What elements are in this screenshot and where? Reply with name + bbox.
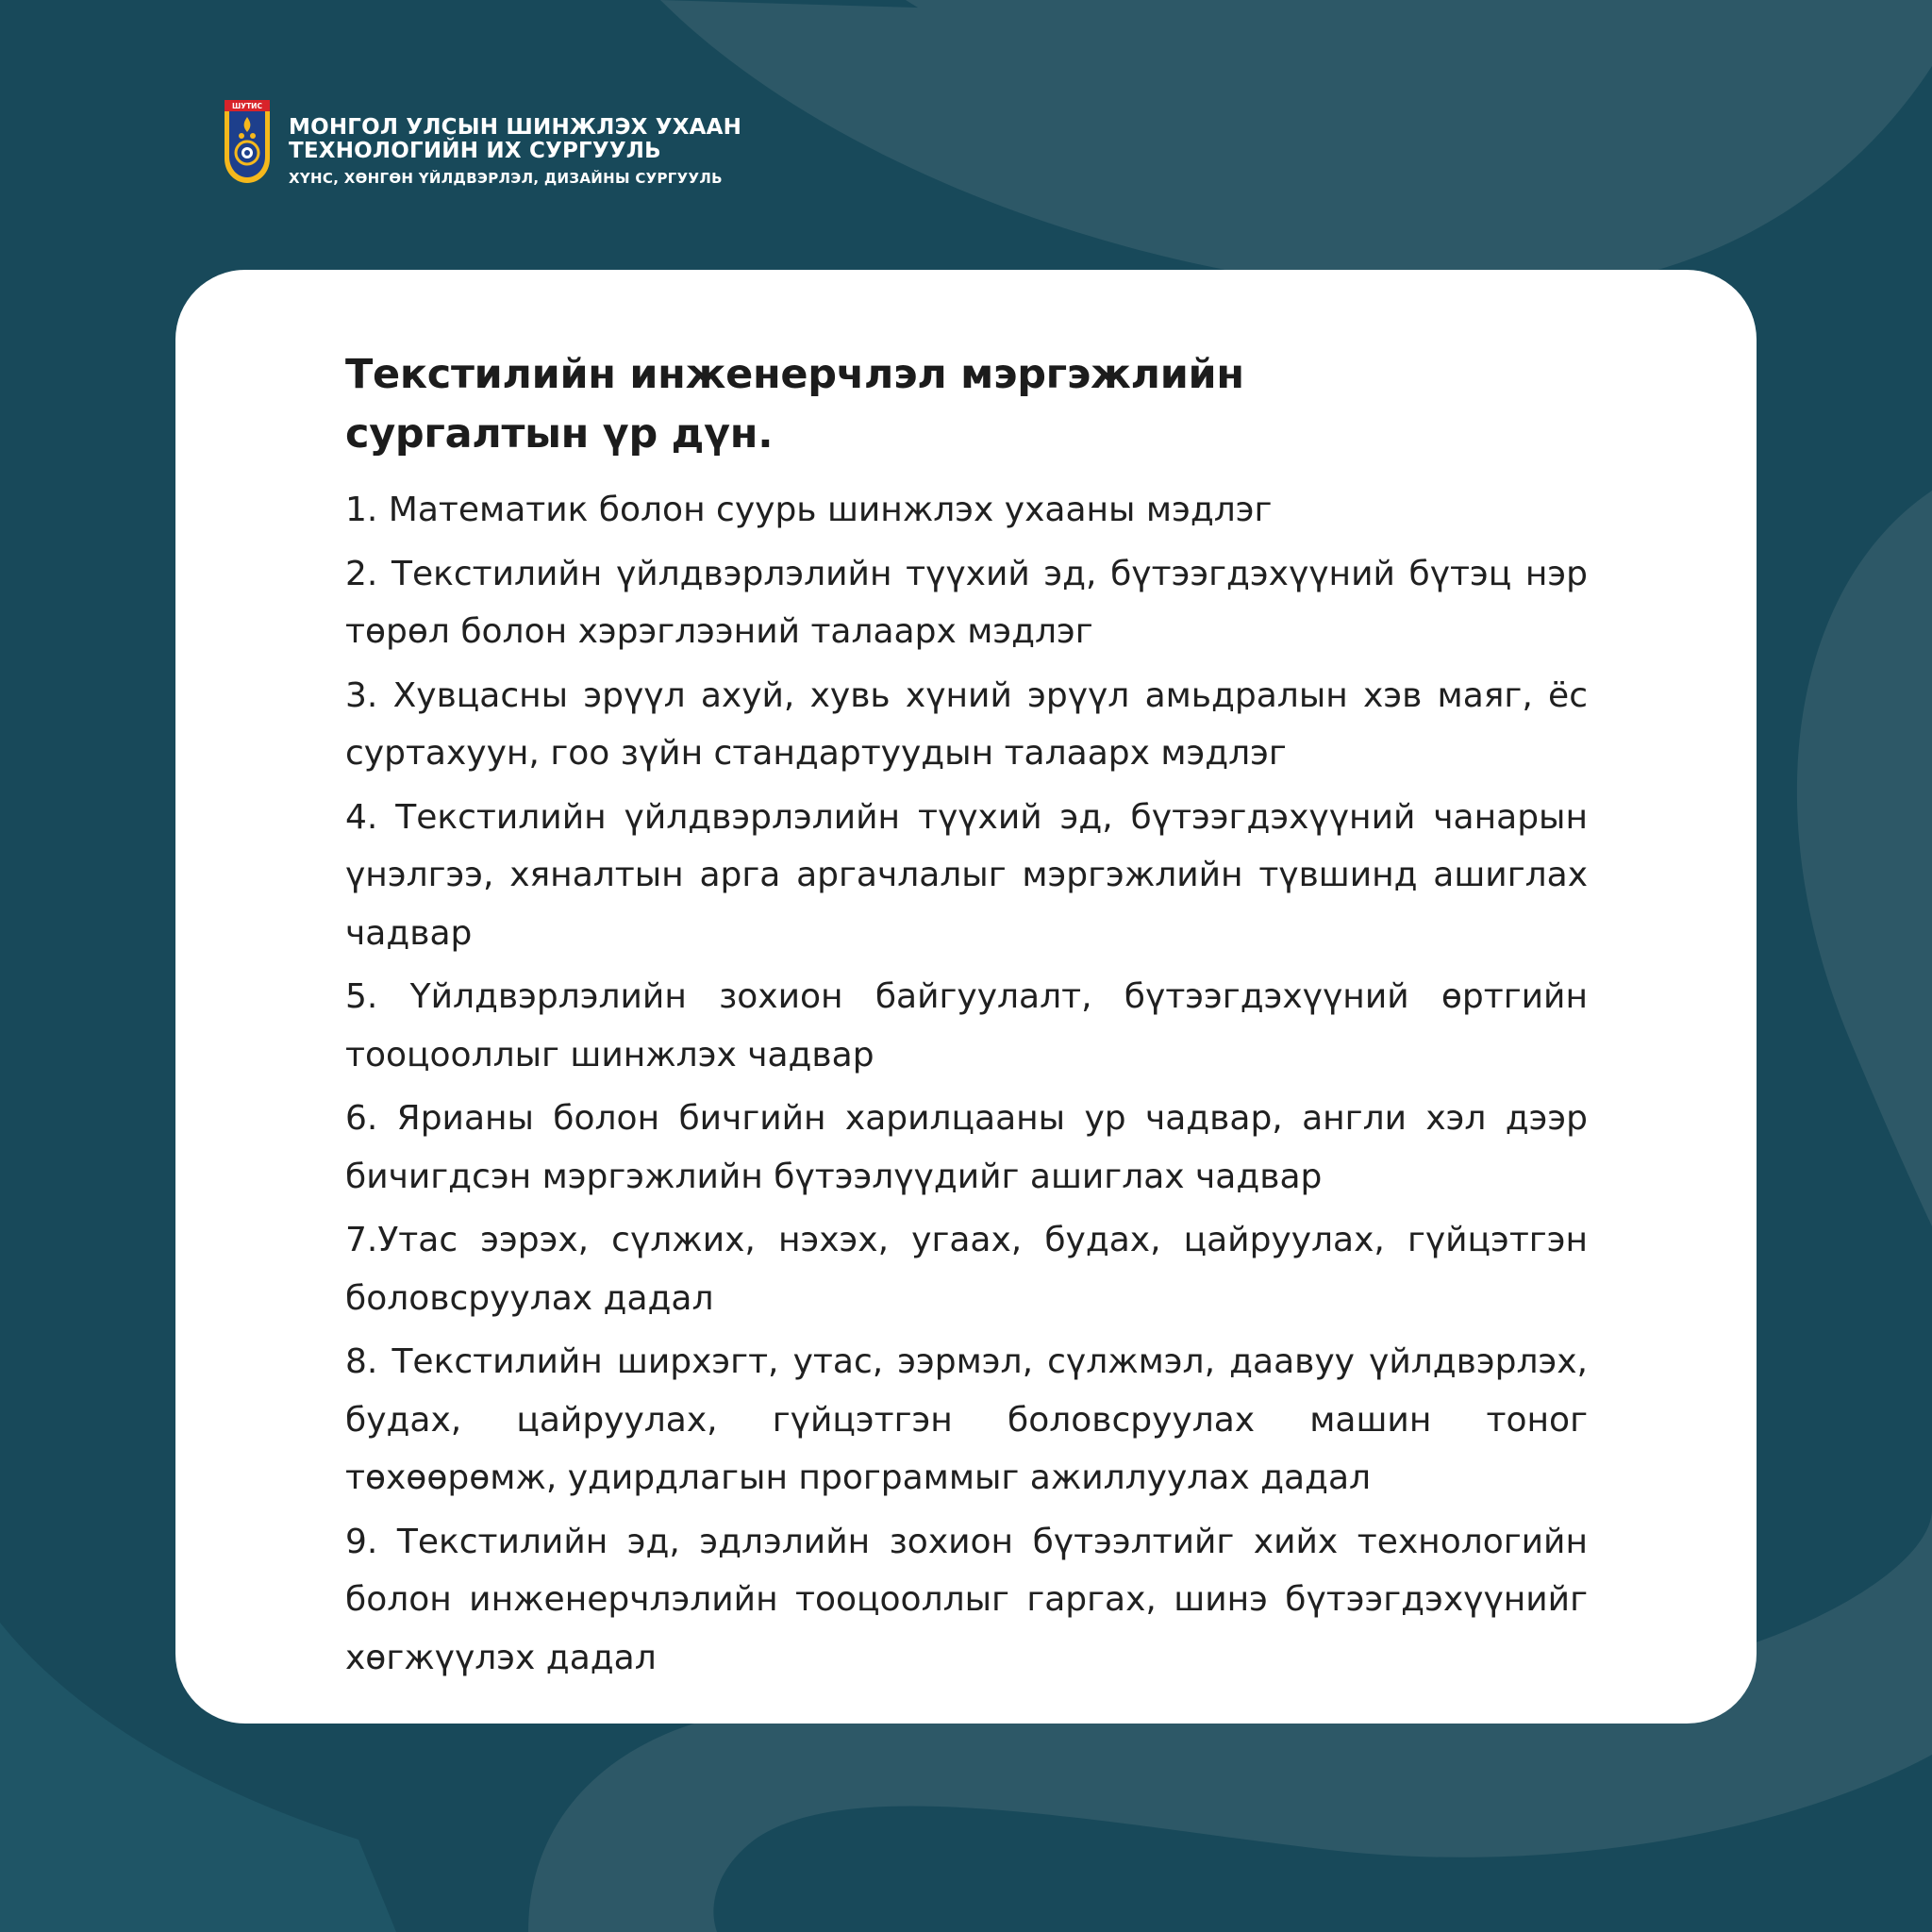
logo-badge-text: ШУТИС (232, 102, 262, 110)
university-name-line1: МОНГОЛ УЛСЫН ШИНЖЛЭХ УХААН (289, 115, 742, 140)
learning-outcomes-list (345, 481, 1588, 1687)
background-swirl-right (1797, 491, 1932, 1226)
school-name: ХҮНС, ХӨНГӨН ҮЙЛДВЭРЛЭЛ, ДИЗАЙНЫ СУРГУУЛЬ (289, 170, 723, 187)
list-item: 7.Утас ээрэх, сүлжих, нэхэх, угаах, будах, цайруулах, гүйцэтгэн боловсруулах дадал (345, 1221, 1588, 1318)
list-item: 6. Ярианы болон бичгийн харилцааны ур чадвар, англи хэл дээр бичигдсэн мэргэжлийн бүтээлүүдийг ашиглах чадвар (345, 1099, 1588, 1196)
list-item: 8. Текстилийн ширхэгт, утас, ээрмэл, сүлжмэл, даавуу үйлдвэрлэх, будах, цайруулах, гүйцэтгэн боловсруулах машин тоног төхөөрөмж, удирдлагын программыг ажиллуулах дадал (345, 1342, 1588, 1497)
list-item: 3. Хувцасны эрүүл ахуй, хувь хүний эрүүл амьдралын хэв маяг, ёс суртахуун, гоо зүйн стандартуудын талаарх мэдлэг (345, 675, 1588, 773)
list-item: 2. Текстилийн үйлдвэрлэлийн түүхий эд, бүтээгдэхүүний бүтэц нэр төрөл болон хэрэглээний талаарх мэдлэг (345, 554, 1588, 651)
card-content (345, 345, 1588, 1692)
background-swirl-top (660, 0, 1932, 294)
university-header (223, 98, 741, 188)
card-title-line2: сургалтын үр дүн. (345, 410, 774, 458)
list-item: 1. Математик болон суурь шинжлэх ухааны мэдлэг (345, 491, 1273, 529)
university-name (289, 98, 741, 188)
card-title (345, 345, 1588, 464)
university-emblem-icon (223, 98, 272, 185)
list-item: 4. Текстилийн үйлдвэрлэлийн түүхий эд, бүтээгдэхүүний чанарын үнэлгээ, хяналтын арга аргачлалыг мэргэжлийн түвшинд ашиглах чадвар (345, 797, 1588, 953)
card-title-line1: Текстилийн инженерчлэл мэргэжлийн (345, 351, 1244, 398)
content-card (175, 270, 1757, 1724)
university-name-line2: ТЕХНОЛОГИЙН ИХ СУРГУУЛЬ (289, 139, 661, 163)
list-item: 5. Үйлдвэрлэлийн зохион байгуулалт, бүтээгдэхүүний өртгийн тооцооллыг шинжлэх чадвар (345, 977, 1588, 1074)
list-item: 9. Текстилийн эд, эдлэлийн зохион бүтээлтийг хийх технологийн болон инженерчлэлийн тооцооллыг гаргах, шинэ бүтээгдэхүүнийг хөгжүүлэх дадал (345, 1522, 1588, 1677)
